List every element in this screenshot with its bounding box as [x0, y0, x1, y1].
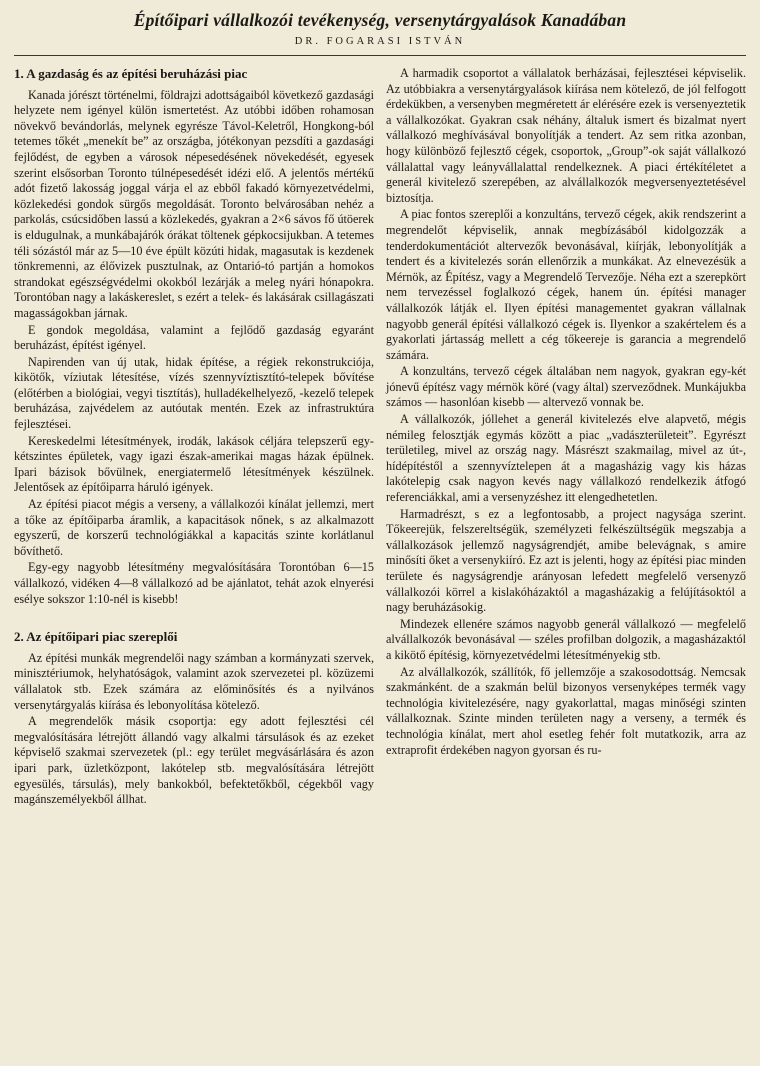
- paragraph: Kereskedelmi létesítmények, irodák, lakások céljára telepszerű egy-kétszintes épületek, vagy igazi észak-amerikai magas házak épülnek. Ipari bázisok bővülnek, energiatermelő létesítmények készülnek. Jelentősek az építőiparra háruló igények.: [14, 433, 374, 495]
- section-heading: 2. Az építőipari piac szereplői: [14, 629, 178, 645]
- column-left: [14, 66, 374, 808]
- paragraph: Az építési munkák megrendelői nagy számban a kormányzati szervek, minisztériumok, helyhatóságok, valamint azok szervezetei pl. közüzemi vállalatok stb. Ezek számára az előminősítés és a nyilvános versenytárgyalás kiírása és lebonyolítása kötelező.: [14, 650, 374, 712]
- article-title: Építőipari vállalkozói tevékenység, versenytárgyalások Kanadában: [133, 10, 627, 30]
- paragraph: A megrendelők másik csoportja: egy adott fejlesztési cél megvalósítására létrejött állandó vagy alkalmi társulások és az ezeket képviselő szakmai szervezetek (pl.: egy terület megvásárlására és azon ipari park, üzletközpont, lakótelep stb. megvalósítására létrejött egyesülés, társulás), mely bankokból, befektetőkből, cégekből vagy magánszemélyekből állhat.: [14, 714, 374, 807]
- paragraph: A konzultáns, tervező cégek általában nem nagyok, gyakran egy-két jónevű építész vagy mérnök köré (vagy által) szerveződnek. Munkájukba számos — hasonlóan kisebb — altervező vonnak be.: [386, 364, 746, 410]
- paragraph: Egy-egy nagyobb létesítmény megvalósítására Torontóban 6—15 vállalkozó, vidéken 4—8 vállalkozó ad be ajánlatot, tehát azok elnyerési esélye sokszor 1:10-nél is kisebb!: [14, 560, 374, 606]
- column-right: [386, 66, 746, 808]
- paragraph: A vállalkozók, jóllehet a generál kivitelezés elve alapvető, mégis némileg felosztják egymás között a piac „vadászterületeit”. Egyrészt területileg, mivel az ország nagy. Másrészt szakmailag, mivel az út-, hídépítéstől a szennyvíztelepen át a magasházig vagy kis házas lakótelepig csak nagyon kevés nagy vállalkozó rendelkezik átfogó referenciákkal, ami a versenyzéshez itt elengedhetetlen.: [386, 412, 746, 505]
- paragraph: A harmadik csoportot a vállalatok berházásai, fejlesztései képviselik. Az utóbbiakra a versenytárgyalások kiírása nem kötelező, de jól felfogott érdekükben, a versenyben megméretett ár elérésére ezek is versenyeztetik a vállalkozókat. Gyakran csak néhány, általuk ismert és bizalmat nyert vállalkozó meghívásával bonyolítják a tendert. Az sem ritka azonban, hogy különböző fejlesztő cégek, csoportok, „Group”-ok saját vállalkozó vállalattal vagy leányvállalattal rendelkeznek. A piaci értékítéletet a generál kivitelező szerepében, az alvállalkozók megversenyeztetésével biztosítja.: [386, 66, 746, 205]
- paragraph: A piac fontos szereplői a konzultáns, tervező cégek, akik rendszerint a megrendelőt képviselik, annak megbízásából kidolgozzák a tenderdokumentációt altervezők bevonásával, kiírják, lebonyolítják a tendert és a kivitelezés során ellenőrzik a munkákat. Az elnevezésük a Mérnök, az Építész, vagy a Megrendelő Tervezője. Néha ezt a szerepkört nem tervezéssel foglalkozó cégek, hanem ún. építési manager vállalkozók látják el. Ilyen építési managementet gyakran vállalnak nagyobb generál építési vállalkozó cégek is. Ilyenkor a szakértelem és a gyakorlati jártasság mellett a cég tőkeereje is garancia a megrendelő számára.: [386, 207, 746, 362]
- title-divider: [14, 55, 746, 56]
- section-heading: 1. A gazdaság és az építési beruházási piac: [14, 66, 248, 81]
- paragraph: Mindezek ellenére számos nagyobb generál vállalkozó — megfelelő alvállalkozók bevonásával — széles profilban dolgozik, a magasházaktól a kikötő építésig, környezetvédelmi létesítményekig stb.: [386, 616, 746, 662]
- paragraph: Kanada jórészt történelmi, földrajzi adottságaiból következő gazdasági helyzete nem igényel külön ismertetést. Az utóbbi időben rohamosan növekvő bevándorlás, melynek egyrésze Távol-Keletről, Hongkong-ból tetemes tőkét „menekít be” az országba, jótékonyan pezsdíti a gazdasági fejlődést, de egyben a városok népesedésének növekedését, egyesek szerint elsősorban Toronto túlnépesedését idézi elő. A jelentős mértékű adót fizető lakosság joggal várja el az ebből fakadó környezetvédelmi, közlekedési gondok sürgős megoldását. Toronto belvárosában nehéz a parkolás, csúcsidőben lassú a közlekedés, gyakran a 2×6 sávos fő útöerek is eldugulnak, a munkábajárók órákat töltenek gépkocsijukban. A tetemes téli sózástól már az 5—10 éve épült közúti hidak, magasutak is kezdenek tönkremenni, az élővizek pusztulnak, az Ontarió-tó partján a homokos strandokat egészségvédelmi okokból lezárják a meleg nyári hónapokra. Torontóban nagy a lakáskereslet, s ezért a telek- és lakásárak csillagászati magasságokban járnak.: [14, 87, 374, 320]
- article-body: [14, 66, 746, 808]
- paragraph: Az alvállalkozók, szállítók, fő jellemzője a szakosodottság. Nemcsak szakmánként. de a szakmán belül bizonyos versenyképes termék vagy technológia kivitelezésére, nagy gyakorlattal, magas minőségi szinten vállalkoznak. Szinte minden területen nagy a verseny, a termék és technológia kínálat, mert ahol esetleg fehér folt mutatkozik, arra az extraprofit érdekében nagyon gyorsan és ru-: [386, 664, 746, 757]
- paragraph: Az építési piacot mégis a verseny, a vállalkozói kínálat jellemzi, mert a tőke az építőiparba áramlik, a kapacitások nőnek, s az alkalmazott egyszerű, de korszerű technológiákkal a kapacitás szinte korlátlanul bővíthető.: [14, 497, 374, 558]
- article-author: DR. FOGARASI ISTVÁN: [294, 36, 466, 47]
- paragraph: Napirenden van új utak, hidak építése, a régiek rekonstrukciója, kikötők, víziutak létesítése, vízés szennyvíztisztító-telepek bővítése (előtérben a biológiai, vegyi tisztítás), hulladékelhelyező, -kezelő telepek beruházása, zajvédelem az autóutak mentén. Ezek az infrastruktúra fejlesztései.: [14, 354, 374, 432]
- paragraph: Harmadrészt, s ez a legfontosabb, a project nagysága szerint. Tőkeerejük, felszereltségük, személyzeti felkészültségük megszabja a vállalkozások jellemző nagyságrendjét, amibe belevágnak, s amire minősíti őket a versenykiíró. Ez azt is jelenti, hogy az építési piac minden területe és nagyságrendje arányosan lefedett megfelelő versenyző vállalkozói körrel a kislakóházaktól a magasházakig a felújításoktól a nagy beruházásokig.: [386, 506, 746, 615]
- paragraph: E gondok megoldása, valamint a fejlődő gazdaság egyaránt beruházást, építést igényel.: [14, 322, 374, 353]
